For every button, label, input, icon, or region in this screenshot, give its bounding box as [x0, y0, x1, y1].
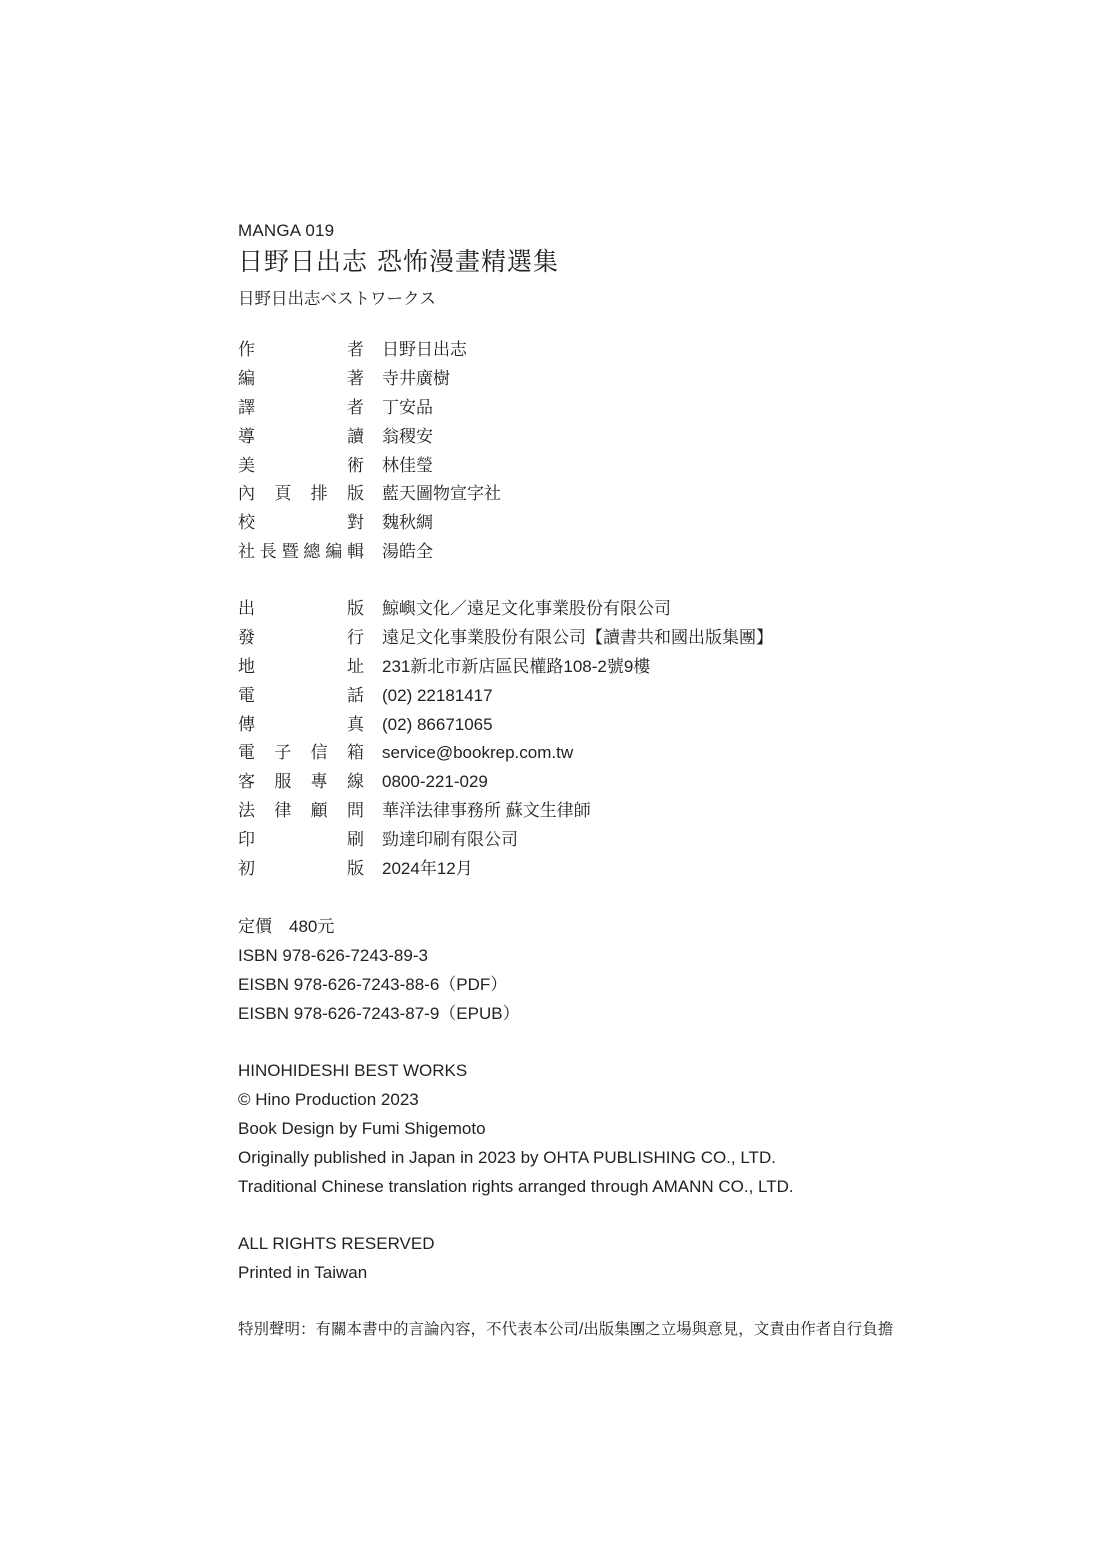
credit-label-char: 排: [310, 484, 328, 504]
credit-label: [238, 855, 364, 884]
credit-value: 藍天圖物宣字社: [382, 484, 501, 504]
credit-label-char: 顧: [310, 801, 328, 821]
credit-label-char: 傳: [238, 714, 255, 734]
credit-label-char: 者: [347, 397, 364, 417]
rights-block: [238, 1230, 998, 1288]
credit-label-char: 客: [238, 772, 255, 792]
credit-label-char: 讀: [347, 426, 364, 446]
credit-label: [238, 595, 364, 624]
credit-label-char: 子: [274, 743, 292, 763]
credit-label: [238, 423, 364, 452]
book-title: 日野日出志 恐怖漫畫精選集: [238, 247, 559, 276]
credit-value: 2024年12月: [382, 859, 473, 879]
credit-label: [238, 538, 364, 567]
credit-row: [238, 394, 938, 423]
credit-value: 日野日出志: [382, 340, 467, 359]
credit-row: [238, 595, 938, 624]
credit-label-char: 版: [346, 484, 364, 504]
printed-in: Printed in Taiwan: [238, 1262, 368, 1282]
credit-value: 0800-221-029: [382, 772, 488, 792]
credit-value: 鯨嶼文化／遠足文化事業股份有限公司: [382, 599, 671, 618]
credit-label-char: 編: [238, 368, 255, 388]
credits-people-list: [238, 336, 938, 567]
credit-label-char: 律: [274, 801, 292, 821]
credit-label-char: 美: [238, 455, 255, 475]
credit-value: 231新北市新店區民權路108-2號9樓: [382, 656, 651, 676]
credit-row: [238, 480, 938, 509]
credit-label-char: 總: [303, 542, 321, 562]
book-design-credit: Book Design by Fumi Shigemoto: [238, 1118, 486, 1138]
credit-label-char: 暨: [281, 542, 299, 562]
disclaimer-statement: 特別聲明：有關本書中的言論內容，不代表本公司/出版集團之立場與意見，文責由作者自行負擔: [238, 1321, 894, 1338]
credit-row: [238, 826, 938, 855]
price: 定價 480元: [238, 917, 335, 936]
credit-row: [238, 768, 938, 797]
credit-label-char: 對: [347, 513, 364, 533]
credit-label-char: 刷: [347, 830, 364, 850]
credit-row: [238, 509, 938, 538]
credit-label-char: 編: [325, 542, 343, 562]
book-original-title: 日野日出志ベストワークス: [238, 289, 436, 308]
credit-label-char: 術: [347, 455, 364, 475]
credit-label-char: 輯: [346, 542, 364, 562]
credit-value: 寺井廣樹: [382, 368, 450, 388]
credit-row: [238, 624, 938, 653]
credit-label: [238, 365, 364, 394]
credit-value: 翁稷安: [382, 426, 433, 446]
credit-value: 遠足文化事業股份有限公司【讀書共和國出版集團】: [382, 627, 773, 647]
credit-label-char: 行: [347, 627, 364, 647]
credit-label: [238, 797, 364, 826]
all-rights-reserved: ALL RIGHTS RESERVED: [238, 1234, 435, 1253]
credit-label-char: 址: [347, 656, 364, 676]
credit-label-char: 社: [238, 542, 255, 562]
credit-row: [238, 711, 938, 740]
credit-label-char: 信: [310, 743, 328, 763]
eisbn-pdf: EISBN 978-626-7243-88-6（PDF）: [238, 974, 508, 994]
credit-row: [238, 365, 938, 394]
credit-label-char: 電: [238, 685, 255, 705]
credit-value: service@bookrep.com.tw: [382, 743, 574, 763]
credit-label: [238, 452, 364, 481]
credit-row: [238, 538, 938, 567]
credit-label: [238, 682, 364, 711]
credit-label-char: 線: [346, 772, 364, 792]
credit-label-char: 者: [347, 340, 364, 359]
credit-label-char: 發: [238, 627, 255, 647]
credit-label: [238, 711, 364, 740]
credit-label-char: 譯: [238, 397, 255, 417]
original-publication: Originally published in Japan in 2023 by OHTA PUBLISHING CO., LTD.: [238, 1147, 776, 1167]
credit-value: (02) 22181417: [382, 685, 493, 705]
credit-row: [238, 682, 938, 711]
credit-label-char: 印: [238, 830, 255, 850]
original-edition-info: [238, 1057, 998, 1201]
credit-label-char: 長: [259, 542, 277, 562]
credit-row: [238, 336, 938, 365]
credit-label: [238, 739, 364, 768]
credit-label: [238, 480, 364, 509]
credit-label-char: 箱: [346, 743, 364, 763]
credit-label-char: 出: [238, 599, 255, 618]
credit-label-char: 作: [238, 340, 255, 359]
credit-label-char: 頁: [274, 484, 292, 504]
credit-value: 丁安品: [382, 397, 433, 417]
credit-label-char: 校: [238, 513, 255, 533]
credit-label-char: 內: [238, 484, 255, 504]
credit-label-char: 版: [347, 599, 364, 618]
credit-label-char: 初: [238, 859, 255, 879]
price-isbn-block: [238, 913, 998, 1029]
credit-label-char: 電: [238, 743, 255, 763]
credit-label-char: 導: [238, 426, 255, 446]
credit-label: [238, 624, 364, 653]
credit-row: [238, 855, 938, 884]
credit-row: [238, 797, 938, 826]
credit-row: [238, 653, 938, 682]
credit-value: 勁達印刷有限公司: [382, 830, 518, 850]
credit-label-char: 服: [274, 772, 292, 792]
original-title: HINOHIDESHI BEST WORKS: [238, 1061, 468, 1080]
credit-value: 林佳瑩: [382, 455, 433, 475]
credit-label: [238, 509, 364, 538]
credit-label: [238, 336, 364, 365]
credit-value: 魏秋綢: [382, 513, 433, 533]
eisbn-epub: EISBN 978-626-7243-87-9（EPUB）: [238, 1003, 520, 1023]
credit-label: [238, 768, 364, 797]
credit-label-char: 問: [346, 801, 364, 821]
series-number: MANGA 019: [238, 221, 335, 240]
credits-publisher-list: [238, 595, 938, 884]
credit-label: [238, 653, 364, 682]
copyright-line: © Hino Production 2023: [238, 1089, 419, 1109]
credit-row: [238, 739, 938, 768]
credit-label-char: 地: [238, 656, 255, 676]
credit-label-char: 專: [310, 772, 328, 792]
credit-value: 華洋法律事務所 蘇文生律師: [382, 801, 591, 821]
credit-label-char: 版: [347, 859, 364, 879]
credit-label-char: 著: [347, 368, 364, 388]
credit-value: 湯皓全: [382, 542, 433, 562]
credit-label-char: 話: [347, 685, 364, 705]
credit-row: [238, 423, 938, 452]
credit-label-char: 法: [238, 801, 255, 821]
credit-label: [238, 826, 364, 855]
credit-row: [238, 452, 938, 481]
credit-label-char: 真: [347, 714, 364, 734]
credit-value: (02) 86671065: [382, 714, 493, 734]
credit-label: [238, 394, 364, 423]
translation-rights: Traditional Chinese translation rights arranged through AMANN CO., LTD.: [238, 1176, 794, 1196]
isbn: ISBN 978-626-7243-89-3: [238, 945, 428, 965]
